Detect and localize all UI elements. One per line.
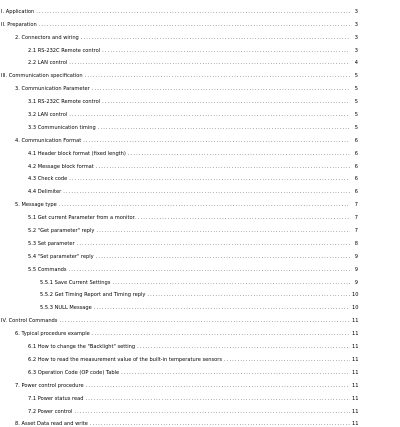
toc-entry-title: 4.2 Message block format — [28, 164, 94, 170]
toc-leader-dots — [77, 241, 350, 247]
toc-entry-title: 5.5 Commands — [28, 267, 67, 273]
toc-leader-dots — [85, 73, 350, 79]
toc-entry[interactable] — [0, 298, 400, 311]
toc-entry-page-number: 11 — [352, 357, 358, 363]
toc-entry[interactable] — [0, 247, 400, 260]
toc-entry-page-number: 6 — [352, 151, 358, 157]
toc-leader-dots — [102, 48, 350, 54]
toc-entry-title: 5.5.1 Save Current Settings — [40, 280, 110, 286]
toc-entry-page-number: 5 — [352, 125, 358, 131]
toc-leader-dots — [96, 228, 350, 234]
toc-leader-dots — [81, 35, 350, 41]
toc-entry-page-number: 5 — [352, 99, 358, 105]
toc-entry-title: 4.3 Check code — [28, 176, 67, 182]
toc-entry[interactable] — [0, 350, 400, 363]
toc-entry[interactable] — [0, 105, 400, 118]
toc-entry-page-number: 11 — [352, 421, 358, 427]
toc-leader-dots — [59, 202, 350, 208]
toc-entry[interactable] — [0, 131, 400, 144]
toc-entry-page-number: 10 — [352, 305, 358, 311]
toc-leader-dots — [63, 189, 350, 195]
toc-entry-title: 6.2 How to read the measurement value of the built-in temperature sensors — [28, 357, 222, 363]
toc-entry-title: 3.3 Communication timing — [28, 125, 96, 131]
toc-entry[interactable] — [0, 221, 400, 234]
toc-entry-title: II. Preparation — [1, 22, 37, 28]
toc-entry[interactable] — [0, 66, 400, 79]
toc-leader-dots — [94, 305, 350, 311]
toc-entry-page-number: 6 — [352, 176, 358, 182]
toc-leader-dots — [74, 409, 350, 415]
toc-entry-page-number: 5 — [352, 112, 358, 118]
toc-entry-page-number: 5 — [352, 73, 358, 79]
toc-entry-title: I. Application — [1, 9, 34, 15]
toc-leader-dots — [39, 22, 350, 28]
toc-entry[interactable] — [0, 324, 400, 337]
toc-entry[interactable] — [0, 363, 400, 376]
toc-entry-title: 2.1 RS-232C Remote control — [28, 48, 100, 54]
table-of-contents — [0, 2, 400, 427]
toc-entry[interactable] — [0, 234, 400, 247]
toc-leader-dots — [121, 370, 350, 376]
toc-entry[interactable] — [0, 2, 400, 15]
toc-entry-page-number: 11 — [352, 396, 358, 402]
toc-entry-page-number: 8 — [352, 241, 358, 247]
toc-leader-dots — [92, 331, 350, 337]
toc-entry[interactable] — [0, 28, 400, 41]
toc-leader-dots — [98, 125, 350, 131]
toc-leader-dots — [90, 421, 350, 427]
toc-entry[interactable] — [0, 311, 400, 324]
toc-leader-dots — [36, 9, 350, 15]
toc-entry-title: 7.1 Power status read — [28, 396, 83, 402]
toc-entry-page-number: 7 — [352, 228, 358, 234]
toc-entry-page-number: 4 — [352, 60, 358, 66]
toc-leader-dots — [92, 86, 350, 92]
toc-leader-dots — [69, 60, 350, 66]
toc-entry-title: 8. Asset Data read and write — [15, 421, 88, 427]
toc-entry-title: 5. Message type — [15, 202, 57, 208]
toc-entry[interactable] — [0, 208, 400, 221]
toc-entry[interactable] — [0, 144, 400, 157]
toc-entry-page-number: 6 — [352, 189, 358, 195]
toc-entry-page-number: 3 — [352, 22, 358, 28]
toc-entry-title: IV. Control Commands — [1, 318, 57, 324]
toc-entry-page-number: 11 — [352, 344, 358, 350]
toc-entry-title: 2. Connectors and wiring — [15, 35, 79, 41]
toc-leader-dots — [224, 357, 350, 363]
toc-entry-page-number: 11 — [352, 409, 358, 415]
toc-leader-dots — [83, 138, 350, 144]
toc-entry-page-number: 5 — [352, 86, 358, 92]
toc-entry[interactable] — [0, 415, 400, 427]
toc-entry[interactable] — [0, 402, 400, 415]
toc-entry-title: 6.1 How to change the "Backlight" setting — [28, 344, 135, 350]
toc-entry-title: III. Communication specification — [1, 73, 83, 79]
toc-leader-dots — [69, 112, 350, 118]
toc-entry[interactable] — [0, 376, 400, 389]
toc-entry-title: 5.4 "Set parameter" reply — [28, 254, 94, 260]
toc-entry[interactable] — [0, 260, 400, 273]
toc-leader-dots — [138, 215, 350, 221]
toc-entry[interactable] — [0, 54, 400, 67]
toc-entry-title: 2.2 LAN control — [28, 60, 67, 66]
toc-entry-page-number: 10 — [352, 292, 358, 298]
toc-entry-page-number: 11 — [352, 318, 358, 324]
toc-entry-title: 5.3 Set parameter — [28, 241, 75, 247]
toc-entry-title: 4.1 Header block format (fixed length) — [28, 151, 126, 157]
toc-entry-title: 7.2 Power control — [28, 409, 72, 415]
toc-entry[interactable] — [0, 157, 400, 170]
toc-entry-title: 4.4 Delimiter — [28, 189, 61, 195]
toc-entry[interactable] — [0, 92, 400, 105]
toc-entry-page-number: 9 — [352, 254, 358, 260]
toc-entry-title: 3. Communication Parameter — [15, 86, 90, 92]
toc-leader-dots — [85, 396, 350, 402]
toc-entry[interactable] — [0, 15, 400, 28]
toc-entry[interactable] — [0, 286, 400, 299]
toc-leader-dots — [59, 318, 350, 324]
toc-entry-page-number: 9 — [352, 267, 358, 273]
toc-entry-page-number: 3 — [352, 48, 358, 54]
toc-entry-page-number: 7 — [352, 202, 358, 208]
toc-leader-dots — [102, 99, 350, 105]
toc-entry[interactable] — [0, 337, 400, 350]
toc-entry-title: 7. Power control procedure — [15, 383, 84, 389]
toc-entry-title: 3.2 LAN control — [28, 112, 67, 118]
toc-leader-dots — [69, 267, 350, 273]
toc-entry-page-number: 11 — [352, 331, 358, 337]
toc-entry-title: 5.5.3 NULL Message — [40, 305, 92, 311]
toc-entry[interactable] — [0, 182, 400, 195]
toc-entry[interactable] — [0, 170, 400, 183]
toc-entry-page-number: 3 — [352, 35, 358, 41]
toc-entry[interactable] — [0, 79, 400, 92]
toc-entry-title: 6. Typical procedure example — [15, 331, 90, 337]
toc-entry-title: 6.3 Operation Code (OP code) Table — [28, 370, 119, 376]
toc-entry-title: 4. Communication Format — [15, 138, 81, 144]
toc-entry-title: 3.1 RS-232C Remote control — [28, 99, 100, 105]
toc-leader-dots — [96, 164, 350, 170]
toc-entry-title: 5.1 Get current Parameter from a monitor. — [28, 215, 136, 221]
toc-entry[interactable] — [0, 41, 400, 54]
toc-leader-dots — [96, 254, 350, 260]
toc-leader-dots — [147, 292, 350, 298]
toc-leader-dots — [128, 151, 350, 157]
toc-entry[interactable] — [0, 195, 400, 208]
toc-entry-title: 5.5.2 Get Timing Report and Timing reply — [40, 292, 145, 298]
toc-entry-page-number: 7 — [352, 215, 358, 221]
toc-entry-title: 5.2 "Get parameter" reply — [28, 228, 94, 234]
toc-entry[interactable] — [0, 118, 400, 131]
toc-entry-page-number: 6 — [352, 164, 358, 170]
toc-entry-page-number: 11 — [352, 370, 358, 376]
toc-entry-page-number: 9 — [352, 280, 358, 286]
toc-entry[interactable] — [0, 273, 400, 286]
toc-leader-dots — [112, 280, 350, 286]
toc-entry-page-number: 6 — [352, 138, 358, 144]
toc-entry-page-number: 3 — [352, 9, 358, 15]
toc-leader-dots — [137, 344, 350, 350]
toc-leader-dots — [86, 383, 350, 389]
toc-leader-dots — [69, 176, 350, 182]
toc-entry-page-number: 11 — [352, 383, 358, 389]
